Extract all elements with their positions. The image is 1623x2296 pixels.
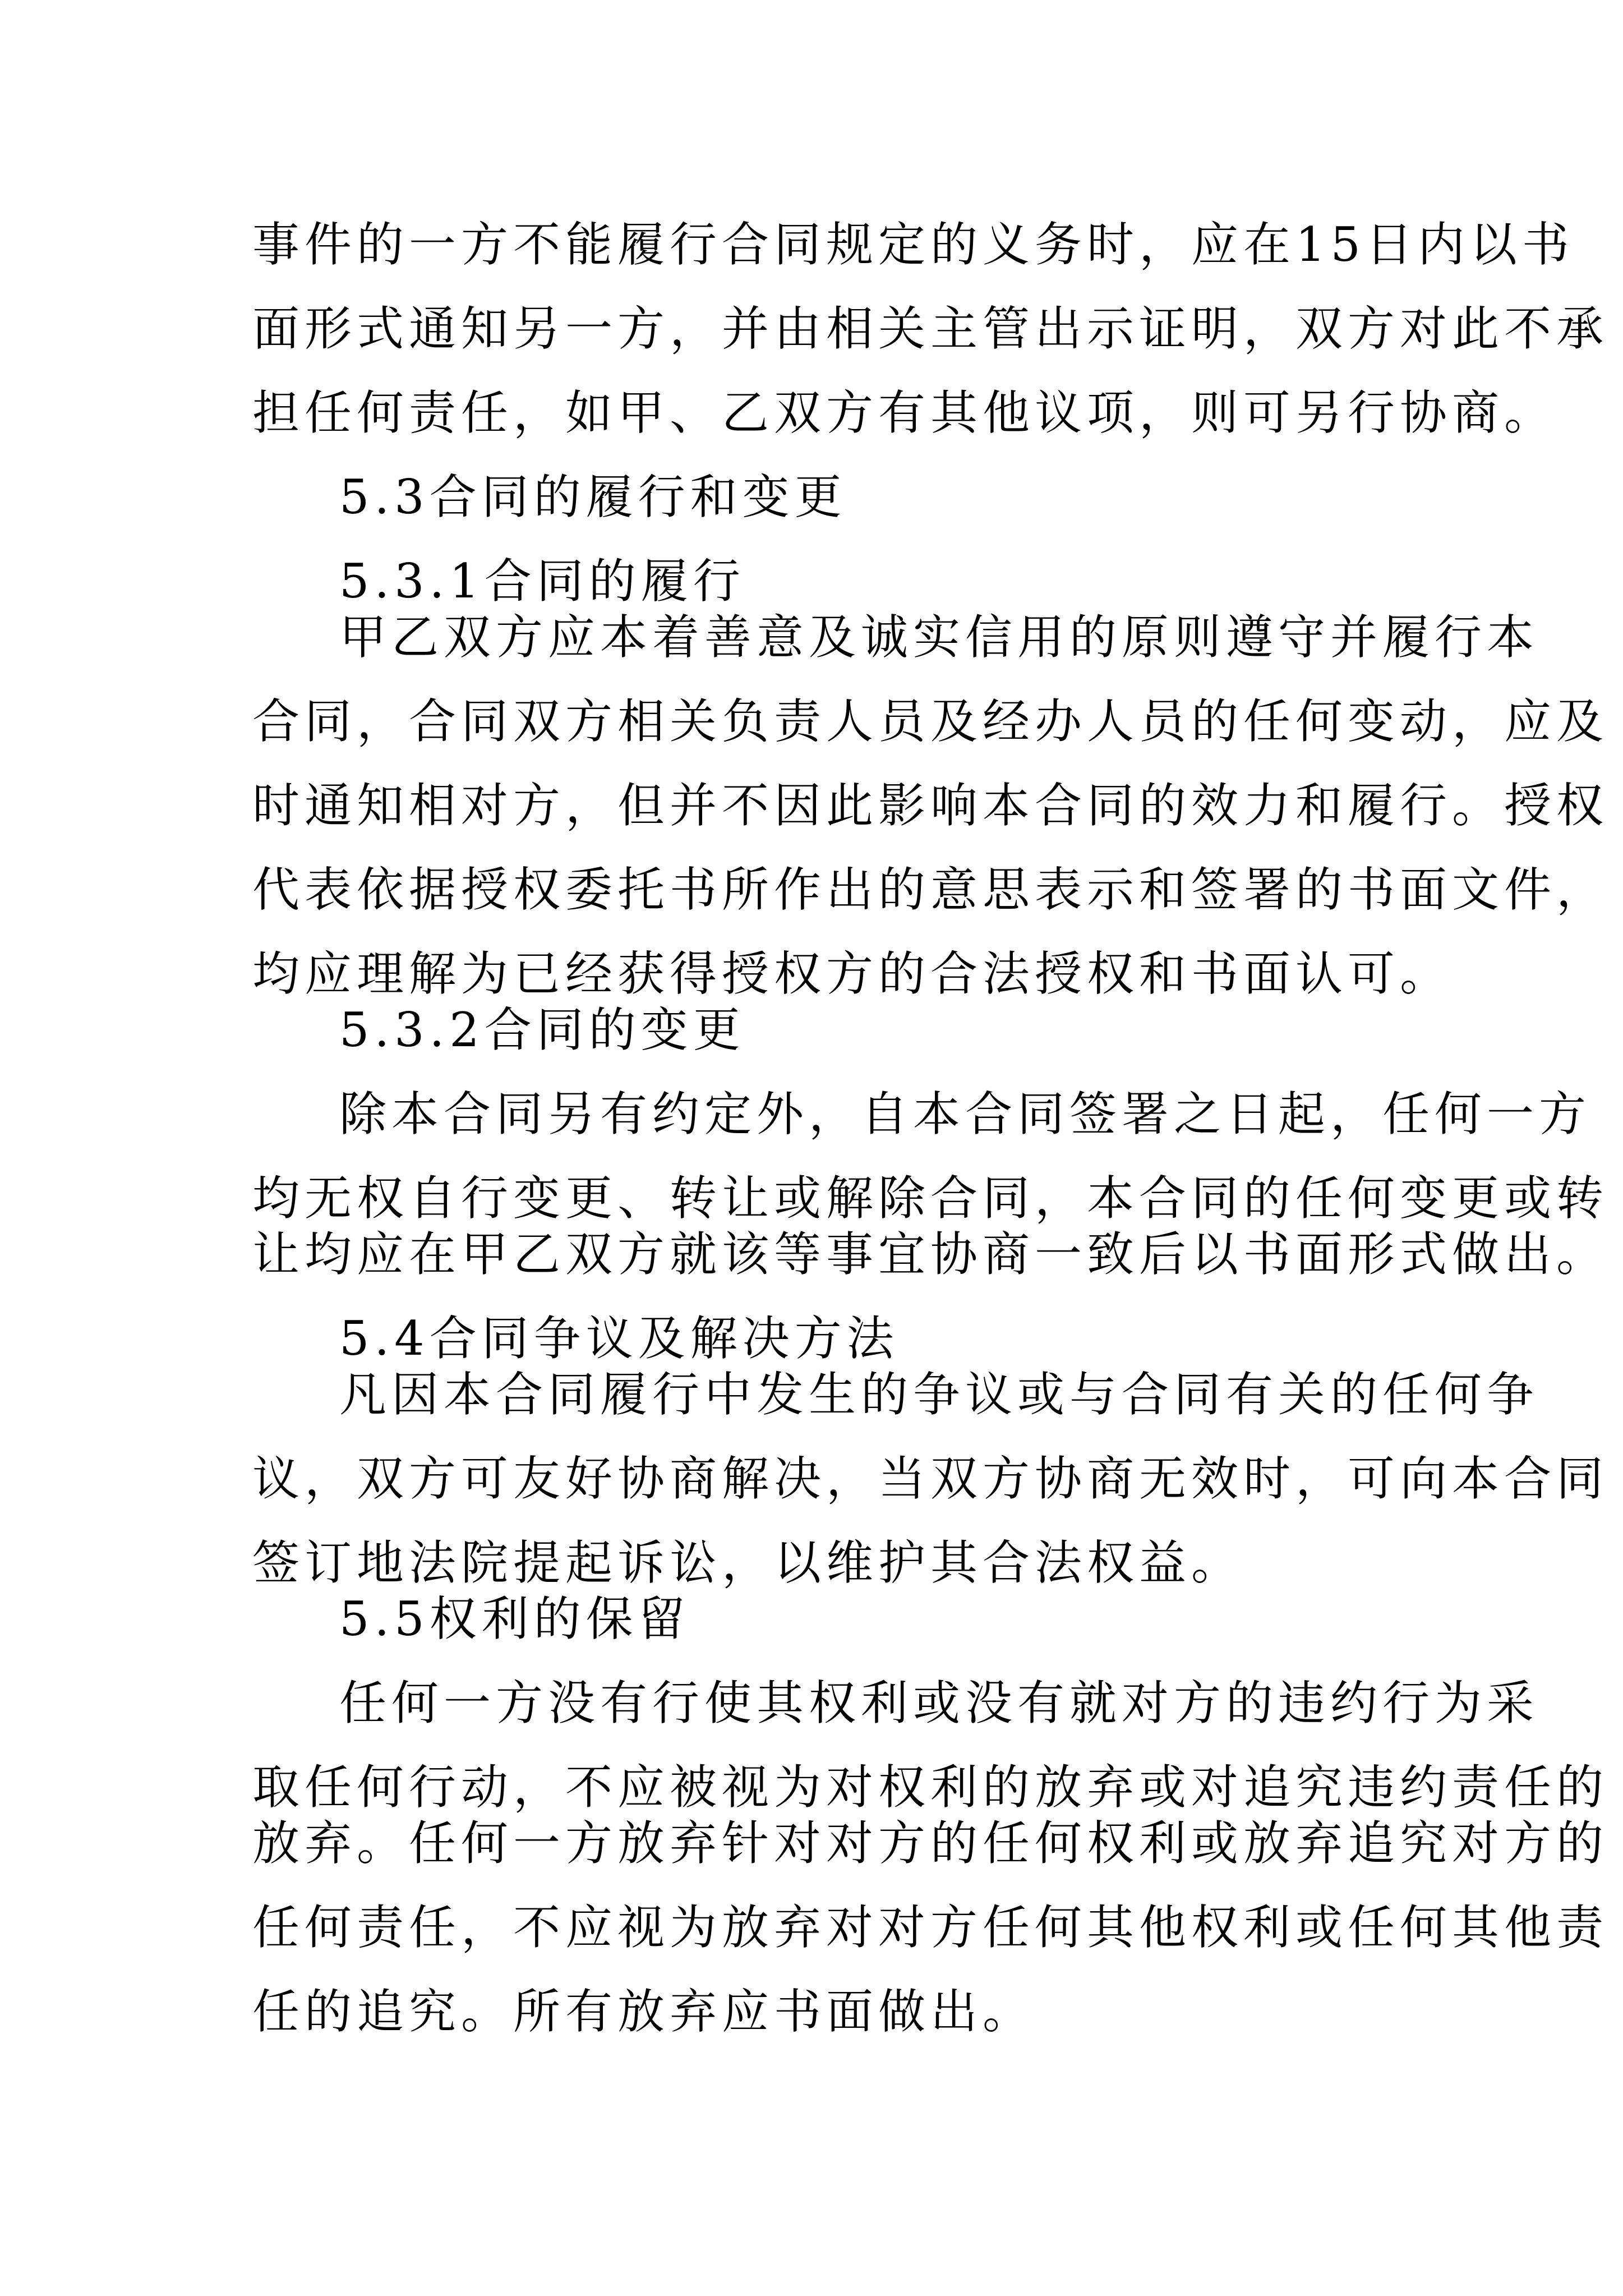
text-line: 签订地法院提起诉讼，以维护其合法权益。	[252, 1535, 1244, 1590]
text-line: 凡因本合同履行中发生的争议或与合同有关的任何争	[339, 1367, 1539, 1422]
text-line: 合同，合同双方相关负责人员及经办人员的任何变动，应及	[252, 694, 1609, 749]
text-line: 放弃。任何一方放弃针对对方的任何权利或放弃追究对方的	[252, 1816, 1609, 1871]
text-line: 除本合同另有约定外，自本合同签署之日起，任何一方	[339, 1087, 1592, 1142]
text-line: 面形式通知另一方，并由相关主管出示证明，双方对此不承	[252, 301, 1609, 356]
text-line: 担任何责任，如甲、乙双方有其他议项，则可另行协商。	[252, 385, 1557, 440]
section-heading-5-5: 5.5权利的保留	[339, 1591, 690, 1646]
text-line: 取任何行动，不应被视为对权利的放弃或对追究违约责任的	[252, 1760, 1609, 1815]
section-heading-5-4: 5.4合同争议及解决方法	[339, 1311, 899, 1366]
text-line: 任何责任，不应视为放弃对对方任何其他权利或任何其他责	[252, 1900, 1609, 1955]
text-line: 任何一方没有行使其权利或没有就对方的违约行为采	[339, 1676, 1539, 1731]
text-line: 事件的一方不能履行合同规定的义务时，应在15日内以书	[252, 217, 1574, 272]
section-heading-5-3: 5.3合同的履行和变更	[339, 470, 847, 524]
section-heading-5-3-2: 5.3.2合同的变更	[339, 1002, 745, 1057]
text-line: 议，双方可友好协商解决，当双方协商无效时，可向本合同	[252, 1451, 1609, 1506]
text-line: 时通知相对方，但并不因此影响本合同的效力和履行。授权	[252, 778, 1609, 833]
text-line: 任的追究。所有放弃应书面做出。	[252, 1984, 1035, 2039]
text-line: 让均应在甲乙双方就该等事宜协商一致后以书面形式做出。	[252, 1227, 1609, 1282]
text-line: 均应理解为已经获得授权方的合法授权和书面认可。	[252, 946, 1453, 1001]
text-line: 甲乙双方应本着善意及诚实信用的原则遵守并履行本	[339, 610, 1539, 665]
text-line: 均无权自行变更、转让或解除合同，本合同的任何变更或转	[252, 1171, 1609, 1226]
section-heading-5-3-1: 5.3.1合同的履行	[339, 554, 745, 609]
text-line: 代表依据授权委托书所作出的意思表示和签署的书面文件，	[252, 862, 1609, 917]
